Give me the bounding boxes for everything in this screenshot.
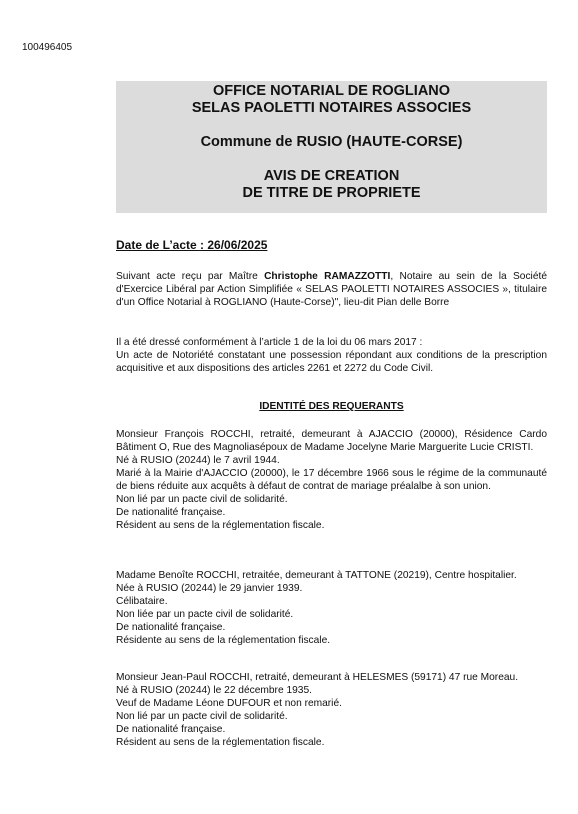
requerant-address: Monsieur Jean-Paul ROCCHI, retraité, demeurant à HELESMES (59171) 47 rue Moreau.	[116, 672, 519, 683]
legal-basis-paragraph	[116, 336, 547, 375]
requerant-birth: Née à RUSIO (20244) le 29 janvier 1939.	[116, 583, 303, 594]
requerant-birth: Né à RUSIO (20244) le 7 avril 1944.	[116, 455, 280, 466]
requerant-address: Madame Benoîte ROCCHI, retraitée, demeurant à TATTONE (20219), Centre hospitalier.	[116, 570, 517, 581]
notice-title-line2: DE TITRE DE PROPRIETE	[242, 185, 421, 201]
requerant-nationality: De nationalité française.	[116, 507, 226, 518]
legal-basis-line2: Un acte de Notoriété constatant une possession répondant aux conditions de la prescription acquisitive et aux dispositions des articles 2261 et 2272 du Code Civil.	[116, 350, 547, 374]
requerant-pacs: Non liée par un pacte civil de solidarité.	[116, 609, 294, 620]
section-heading: IDENTITÉ DES REQUERANTS	[259, 401, 404, 412]
requerant-1	[116, 428, 547, 532]
commune-title: Commune de RUSIO (HAUTE-CORSE)	[200, 134, 463, 150]
notice-title-line1: AVIS DE CREATION	[263, 168, 400, 184]
requerant-address: Monsieur François ROCCHI, retraité, demeurant à AJACCIO (20000), Résidence Cardo Bâtiment O, Rue des Magnoliasépoux de Madame Jocelyne Marie Marguerite Lucie CRISTI.	[116, 429, 547, 453]
requerant-pacs: Non lié par un pacte civil de solidarité.	[116, 711, 288, 722]
requerant-birth: Né à RUSIO (20244) le 22 décembre 1935.	[116, 685, 312, 696]
notary-name: Christophe RAMAZZOTTI	[264, 271, 391, 282]
header-box	[116, 81, 547, 213]
act-date: Date de L’acte : 26/06/2025	[116, 238, 268, 252]
intro-paragraph	[116, 270, 547, 309]
intro-after: , Notaire au sein de la Société d'Exercice Libéral par Action Simplifiée « SELAS PAOLETTI NOTAIRES ASSOCIES », titulaire d'un Office Notarial à ROGLIANO (Haute-Corse)", lieu-dit Pian delle Borre	[116, 271, 547, 308]
requerant-pacs: Non lié par un pacte civil de solidarité.	[116, 494, 288, 505]
company-name: SELAS PAOLETTI NOTAIRES ASSOCIES	[191, 100, 472, 116]
requerant-2	[116, 569, 547, 647]
requerant-residence: Résident au sens de la réglementation fiscale.	[116, 520, 325, 531]
requerant-status: Marié à la Mairie d'AJACCIO (20000), le 17 décembre 1966 sous le régime de la communauté de biens réduite aux acquêts à défaut de contrat de mariage préalalbe à son union.	[116, 468, 547, 492]
requerant-residence: Résident au sens de la réglementation fiscale.	[116, 737, 325, 748]
office-name: OFFICE NOTARIAL DE ROGLIANO	[212, 83, 451, 99]
requerant-status: Célibataire.	[116, 596, 168, 607]
legal-basis-line1: Il a été dressé conformément à l’article 1 de la loi du 06 mars 2017 :	[116, 337, 423, 348]
reference-number: 100496405	[22, 42, 73, 53]
requerant-residence: Résidente au sens de la réglementation fiscale.	[116, 635, 331, 646]
requerant-status: Veuf de Madame Léone DUFOUR et non remarié.	[116, 698, 342, 709]
requerant-nationality: De nationalité française.	[116, 724, 226, 735]
intro-before: Suivant acte reçu par Maître	[116, 271, 265, 282]
requerant-3	[116, 671, 547, 749]
requerant-nationality: De nationalité française.	[116, 622, 226, 633]
